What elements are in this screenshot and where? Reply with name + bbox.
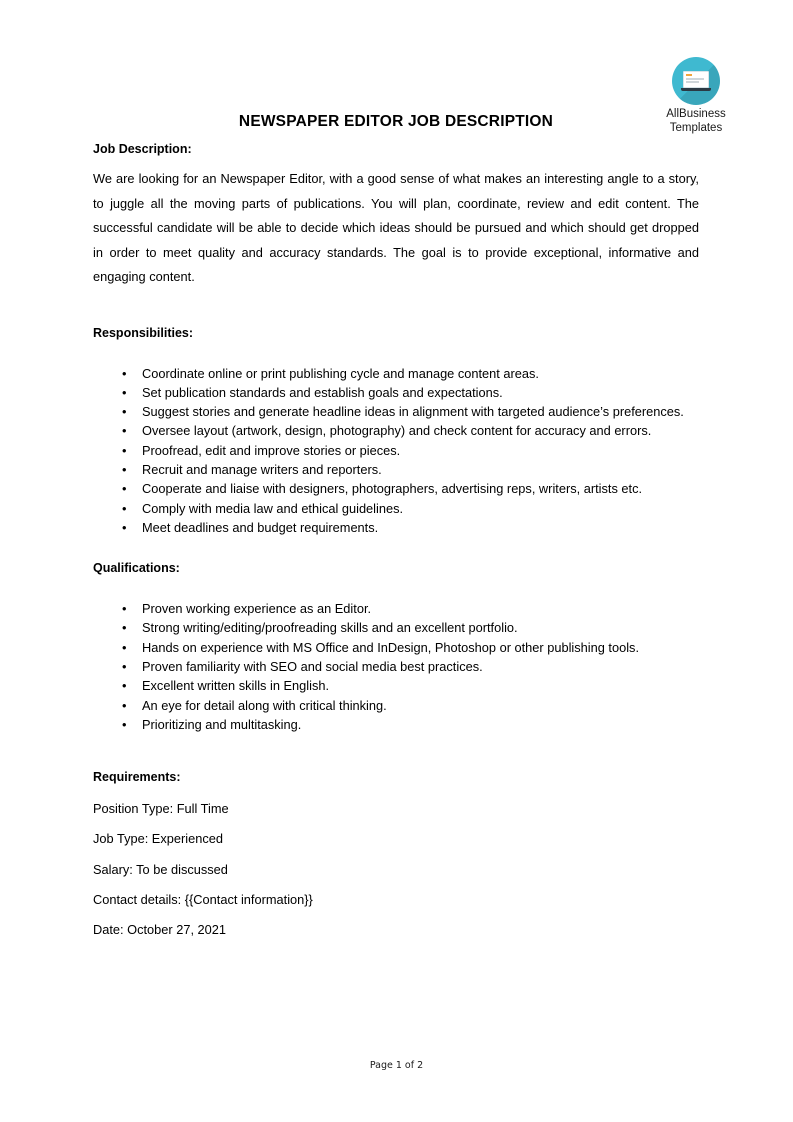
job-description-heading: Job Description: bbox=[93, 142, 192, 156]
requirement-job-type: Job Type: Experienced bbox=[93, 831, 223, 847]
qualifications-heading: Qualifications: bbox=[93, 561, 180, 576]
list-item: • Oversee layout (artwork, design, photography) and check content for accuracy and errors. bbox=[93, 421, 699, 440]
list-item: • Coordinate online or print publishing cycle and manage content areas. bbox=[93, 364, 699, 383]
list-item: • Proven familiarity with SEO and social media best practices. bbox=[93, 657, 699, 676]
list-item: • Prioritizing and multitasking. bbox=[93, 715, 699, 734]
list-item: • Proofread, edit and improve stories or pieces. bbox=[93, 441, 699, 460]
requirement-position-type: Position Type: Full Time bbox=[93, 801, 229, 817]
list-item: • Excellent written skills in English. bbox=[93, 676, 699, 695]
page-title: NEWSPAPER EDITOR JOB DESCRIPTION bbox=[238, 113, 554, 130]
qualifications-list bbox=[93, 599, 699, 734]
logo-text-line-2: Templates bbox=[669, 121, 723, 134]
list-item: • Strong writing/editing/proofreading skills and an excellent portfolio. bbox=[93, 618, 699, 637]
responsibilities-list bbox=[93, 364, 699, 538]
logo-text-line-1: AllBusiness bbox=[666, 108, 726, 120]
list-item: • Cooperate and liaise with designers, photographers, advertising reps, writers, artists etc. bbox=[93, 479, 699, 498]
list-item: • Proven working experience as an Editor. bbox=[93, 599, 699, 618]
footer-page-number: Page 1 of 2 bbox=[369, 1060, 424, 1071]
requirement-salary: Salary: To be discussed bbox=[93, 861, 228, 877]
list-item: • Set publication standards and establish goals and expectations. bbox=[93, 383, 699, 402]
document-body bbox=[93, 0, 699, 945]
list-item: • Comply with media law and ethical guidelines. bbox=[93, 499, 699, 518]
requirement-date: Date: October 27, 2021 bbox=[93, 922, 227, 938]
list-item: • Hands on experience with MS Office and InDesign, Photoshop or other publishing tools. bbox=[93, 638, 699, 657]
list-item: • Recruit and manage writers and reporters. bbox=[93, 460, 699, 479]
list-item: • An eye for detail along with critical thinking. bbox=[93, 696, 699, 715]
list-item: • Suggest stories and generate headline ideas in alignment with targeted audience’s preferences. bbox=[93, 402, 699, 421]
list-item: • Meet deadlines and budget requirements. bbox=[93, 518, 699, 537]
intro-paragraph: We are looking for an Newspaper Editor, with a good sense of what makes an interesting angle to a story, to juggle all the moving parts of publications. You will plan, coordinate, review and edit content. The successful candidate will be able to decide which ideas should be pursued and which should get dropped in order to meet quality and accuracy standards. The goal is to provide exceptional, informative and engaging content. bbox=[93, 171, 699, 284]
requirement-contact-details: Contact details: {{Contact information}} bbox=[93, 891, 313, 907]
requirements-heading: Requirements: bbox=[93, 770, 181, 785]
responsibilities-heading: Responsibilities: bbox=[93, 325, 194, 340]
